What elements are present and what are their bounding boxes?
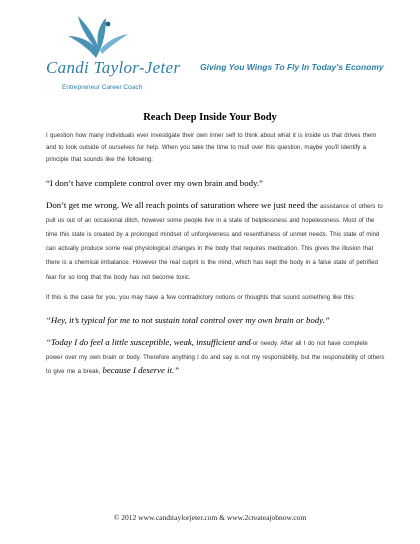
paragraph-2 <box>46 199 386 284</box>
document-body <box>46 130 386 379</box>
eagle-wings-logo-icon <box>66 14 130 64</box>
quote-3 <box>46 336 386 379</box>
quote-2: “Hey, it’s typical for me to not sustain total control over my own brain or body.” <box>46 315 330 326</box>
quote-3-rest: -or needy. After all I do not have complete power over my own brain or body. Therefore anything I do and say is not my responsibility, but the responsibility of others to give me a break, <box>46 340 385 376</box>
footer-copyright: © 2012 www.canditaylorjeter.com & www.2createajobnow.com <box>113 513 307 522</box>
page-title: Reach Deep Inside Your Body <box>143 112 277 123</box>
brand-subtitle: Entrepreneur Career Coach <box>62 84 143 91</box>
quote-3-italic: “Today I do feel a little susceptible, weak, insufficient and <box>46 337 251 348</box>
paragraph-2-rest: assistance of others to pull us out of an occasional ditch, however some people live in a state of helplessness and hopelessness. Most of the time this state is created by a prolonged mindset of unforgiveness and resentfulness of unmet needs. This state of mind can actually produce some real physiological changes in the body that requires medication. This gives the illusion that there is a chemical imbalance. However the real culprit is the mind, which has kept the body in a false state of petrified fear for so long that the body has not become toxic. <box>46 202 383 281</box>
quote-3-end: because I deserve it.” <box>102 365 180 376</box>
tagline: Giving You Wings To Fly In Today's Economy <box>200 62 384 72</box>
paragraph-2-lead: Don’t get me wrong. We all reach points of saturation where we just need the <box>46 199 318 210</box>
paragraph-1: I question how many individuals ever investigate their own inner self to think about what it is inside us that drives them and to look outside of ourselves for help. When you take the time to mull over this question, maybe you'll identify a principle that sounds like the following: <box>46 132 377 164</box>
brand-name: Candi Taylor-Jeter <box>46 58 181 77</box>
paragraph-3: If this is the case for you, you may have a few contradictory notions or thoughts that sound something like this: <box>46 293 356 301</box>
page-header <box>0 0 420 100</box>
quote-1: “I don’t have complete control over my own brain and body.” <box>46 177 263 188</box>
